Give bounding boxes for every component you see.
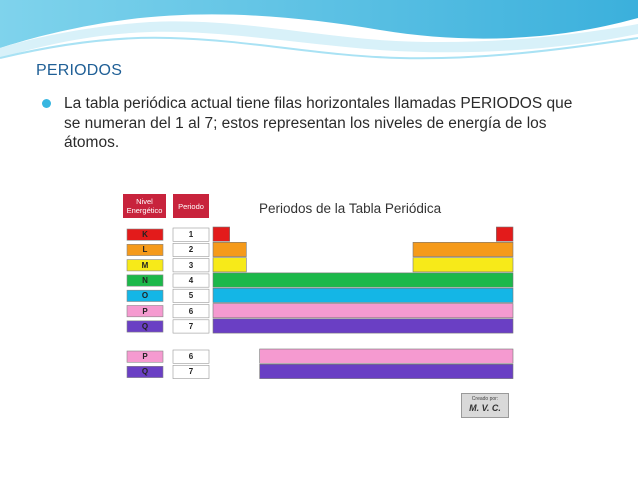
nivel-label: L bbox=[142, 245, 148, 255]
period-4-bar bbox=[213, 273, 513, 287]
creator-credit-box bbox=[461, 393, 509, 418]
nivel-label: O bbox=[141, 291, 149, 301]
header-periodo: Periodo bbox=[173, 194, 209, 218]
nivel-label: M bbox=[141, 260, 149, 270]
extra-nivel-label: Q bbox=[141, 367, 149, 377]
period-5-bar bbox=[213, 288, 513, 302]
header-nivel-energetico: Nivel Energético bbox=[123, 194, 166, 218]
extra-period-7-bar bbox=[260, 364, 513, 378]
period-2-block-right bbox=[413, 242, 513, 256]
extra-nivel-label: P bbox=[142, 352, 148, 361]
extra-periodo-label: 6 bbox=[188, 352, 194, 361]
periodo-label: 2 bbox=[188, 245, 194, 255]
nivel-label: Q bbox=[141, 321, 149, 331]
periodo-label: 7 bbox=[188, 321, 194, 331]
nivel-label: N bbox=[142, 275, 148, 285]
bullet-marker-icon bbox=[42, 99, 51, 108]
periodo-label: 1 bbox=[188, 230, 194, 239]
periodo-label: 5 bbox=[188, 291, 194, 301]
periodo-label: 6 bbox=[188, 306, 194, 316]
creator-name: M. V. C. bbox=[469, 403, 501, 413]
period-2-block-left bbox=[213, 242, 246, 256]
periodic-table-periods-figure bbox=[121, 187, 517, 424]
period-1-block-right bbox=[496, 227, 513, 241]
periodo-label: 3 bbox=[188, 260, 194, 270]
period-1-block-left bbox=[213, 227, 230, 241]
period-6-bar bbox=[213, 304, 513, 318]
periodo-label: 4 bbox=[188, 275, 194, 285]
header-wave-decoration bbox=[0, 0, 638, 70]
period-7-bar bbox=[213, 319, 513, 333]
period-3-block-right bbox=[413, 258, 513, 272]
extra-period-6-bar bbox=[260, 349, 513, 363]
nivel-label: P bbox=[142, 306, 148, 316]
period-3-block-left bbox=[213, 258, 246, 272]
creator-label: Creado por: bbox=[471, 396, 499, 402]
extra-periodo-label: 7 bbox=[188, 367, 194, 377]
nivel-label: K bbox=[142, 230, 148, 239]
figure-title: Periodos de la Tabla Periódica bbox=[259, 201, 442, 216]
slide-title: PERIODOS bbox=[36, 62, 123, 79]
bullet-text: La tabla periódica actual tiene filas horizontales llamadas PERIODOS que se numeran del 1 al 7; estos representan los niveles de energía de los átomos. bbox=[64, 95, 573, 151]
